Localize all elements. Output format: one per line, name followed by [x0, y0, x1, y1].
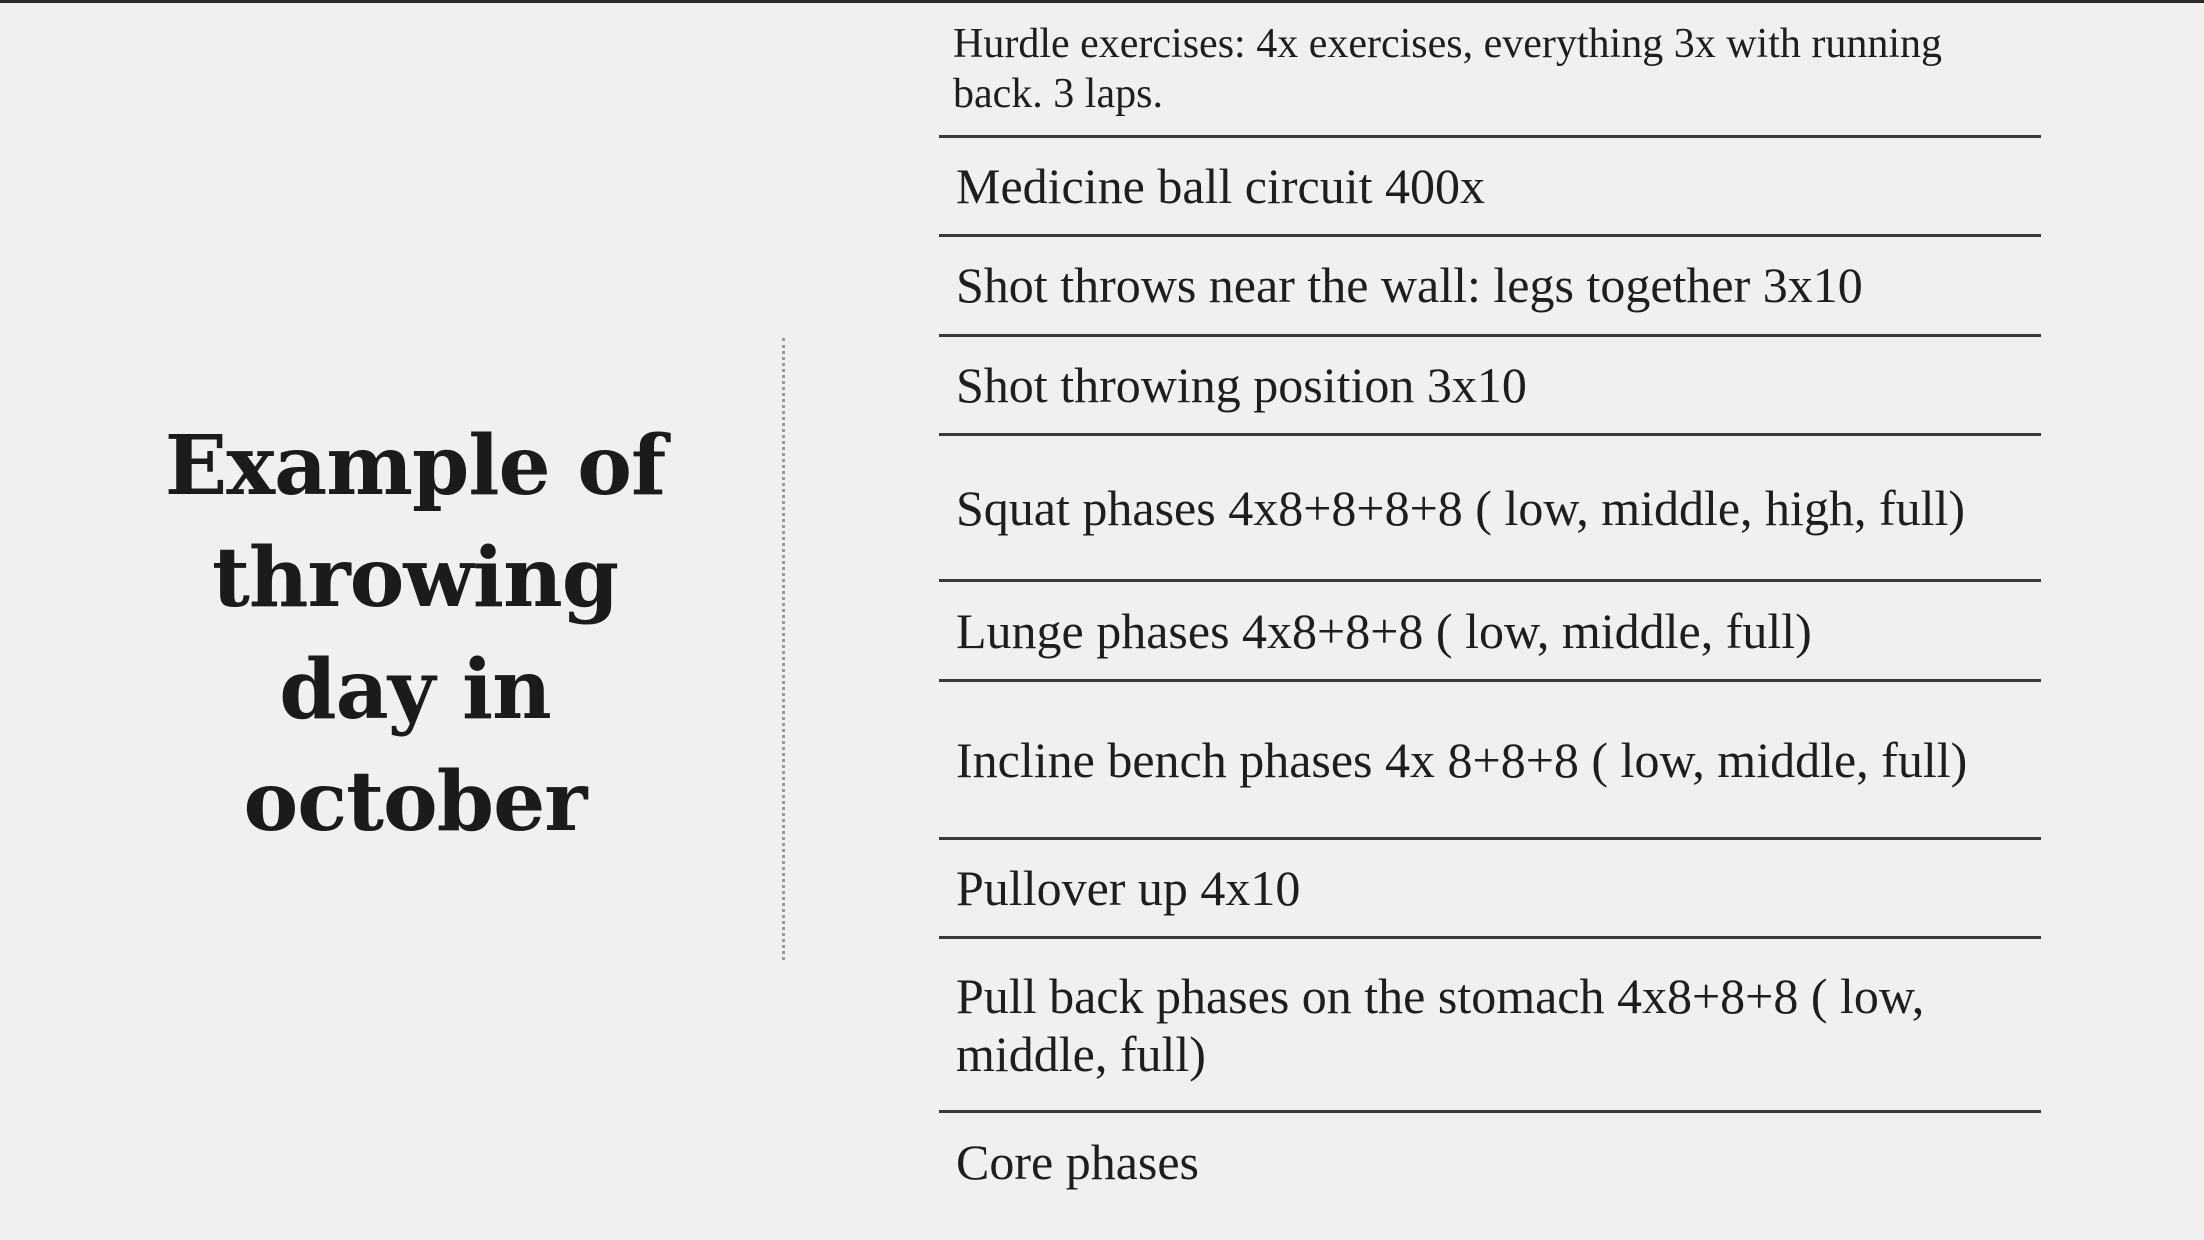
item-text: Shot throwing position 3x10	[956, 357, 1527, 413]
item-text: Lunge phases 4x8+8+8 ( low, middle, full)	[956, 602, 1812, 659]
list-item-shot-throwing-position	[939, 337, 2041, 433]
item-text: Pullover up 4x10	[956, 860, 1301, 916]
list-item-hurdle-exercises	[939, 4, 2041, 134]
list-item-lunge-phases	[939, 582, 2041, 679]
list-item-shot-throws-wall	[939, 237, 2041, 333]
item-text: Pull back phases on the stomach 4x8+8+8 ( low, middle, full)	[956, 968, 1925, 1082]
list-item-pullover	[939, 840, 2041, 936]
title-line-2: throwing	[211, 530, 619, 626]
item-text: Squat phases 4x8+8+8+8 ( low, middle, high, full)	[956, 479, 1966, 536]
item-text: Medicine ball circuit 400x	[956, 158, 1486, 214]
list-item-medicine-ball	[939, 138, 2041, 234]
vertical-divider	[782, 338, 785, 960]
title-line-3: day in	[279, 642, 551, 738]
item-text: Shot throws near the wall: legs together 3x10	[956, 257, 1863, 313]
list-item-incline-bench	[939, 682, 2041, 837]
exercise-list	[939, 0, 2041, 1240]
list-item-squat-phases	[939, 436, 2041, 579]
list-item-pull-back-phases	[939, 939, 2041, 1111]
slide-title	[150, 410, 680, 858]
item-text: Core phases	[956, 1133, 1199, 1190]
list-item-core-phases	[939, 1113, 2041, 1210]
title-line-1: Example of	[164, 418, 666, 514]
title-line-4: october	[243, 754, 587, 850]
item-text: Incline bench phases 4x 8+8+8 ( low, middle, full)	[956, 731, 1968, 788]
item-text: Hurdle exercises: 4x exercises, everything 3x with running back. 3 laps.	[953, 21, 1943, 117]
